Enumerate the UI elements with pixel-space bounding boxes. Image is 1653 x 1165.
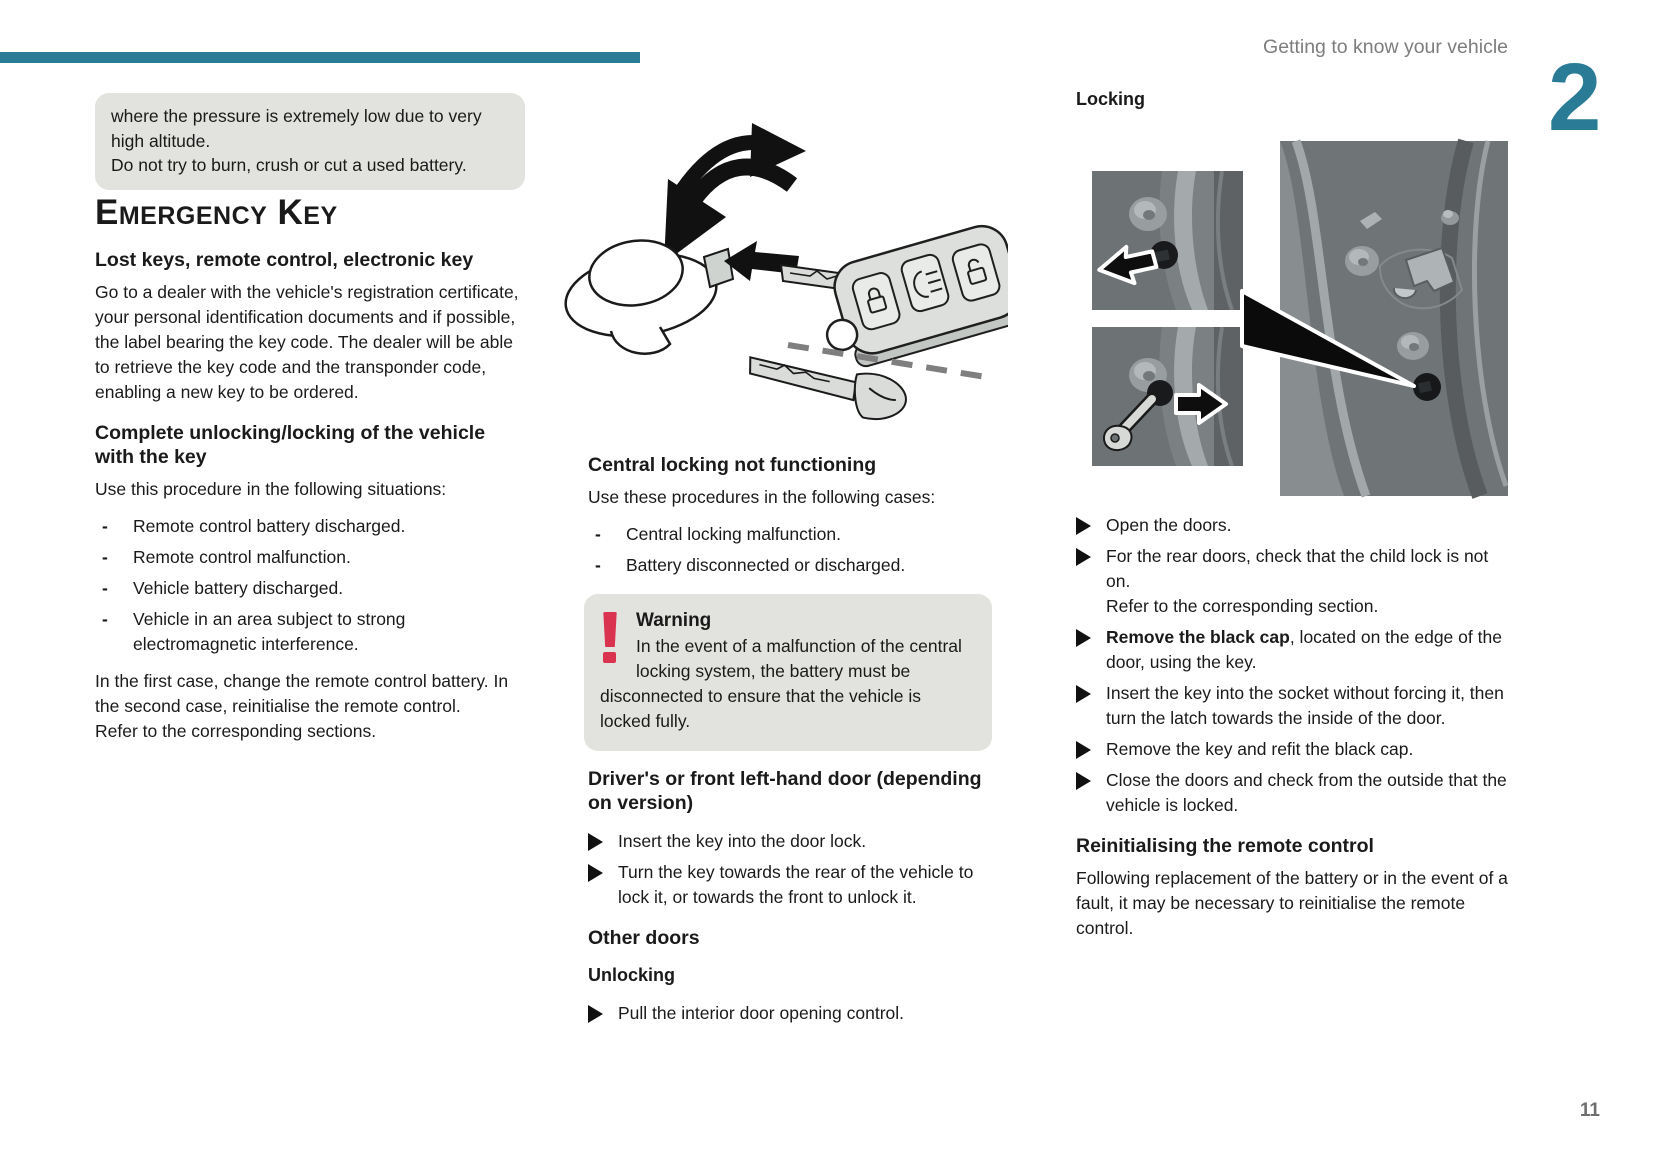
step-arrow-icon xyxy=(588,1005,603,1023)
step-item: Insert the key into the socket without forcing it, then turn the latch towards the inside of the door. xyxy=(1076,681,1509,731)
body-paragraph: Go to a dealer with the vehicle's registration certificate, your personal identification documents and if possible, the label bearing the key code. The dealer will be able to retrieve the key code and the transponder code, enabling a new key to be ordered. xyxy=(95,282,519,402)
door-edge-photo-cap-removal xyxy=(1092,171,1243,310)
dash-bullet-icon: - xyxy=(102,516,108,536)
step-text: For the rear doors, check that the child lock is not on. xyxy=(1106,546,1489,591)
door-edge-photo-key-inserted xyxy=(1092,327,1243,466)
warning-body: In the event of a malfunction of the central locking system, the battery must be disconnected to ensure that the vehicle is locked fully. xyxy=(600,636,962,731)
paragraph-line: Refer to the corresponding sections. xyxy=(95,721,377,741)
warning-box xyxy=(584,594,992,751)
step-item: Turn the key towards the rear of the vehicle to lock it, or towards the front to unlock it. xyxy=(588,860,996,910)
step-arrow-icon xyxy=(1076,741,1091,759)
emergency-key-illustration xyxy=(556,85,1008,433)
list-item: - Remote control malfunction. xyxy=(95,545,529,570)
list-item: - Battery disconnected or discharged. xyxy=(588,553,996,578)
dash-bullet-icon: - xyxy=(102,578,108,598)
page-number: 11 xyxy=(1579,1100,1600,1121)
paragraph-line: In the first case, change the remote control battery. In the second case, reinitialise the remote control. xyxy=(95,671,509,716)
step-arrow-icon xyxy=(1076,629,1091,647)
section-heading-central-locking: Central locking not functioning xyxy=(588,454,877,476)
driver-door-steps xyxy=(588,829,996,910)
lock-cap xyxy=(560,234,733,354)
step-item xyxy=(1076,625,1509,675)
step-item: Open the doors. xyxy=(1076,513,1509,538)
dash-bullet-icon: - xyxy=(102,609,108,629)
dash-bullet-icon: - xyxy=(102,547,108,567)
list-item: - Central locking malfunction. xyxy=(588,522,996,547)
list-item: - Vehicle battery discharged. xyxy=(95,576,529,601)
step-arrow-icon xyxy=(1076,685,1091,703)
note-line: where the pressure is extremely low due to very high altitude. xyxy=(111,106,482,151)
section-heading-complete-unlocking: Complete unlocking/locking of the vehicle with the key xyxy=(95,422,486,468)
unlocking-steps xyxy=(588,1001,996,1026)
accent-bar xyxy=(0,52,640,63)
dash-bullet-icon: - xyxy=(595,524,601,544)
section-heading-lost-keys: Lost keys, remote control, electronic key xyxy=(95,249,474,271)
step-arrow-icon xyxy=(1076,548,1091,566)
step-arrow-icon xyxy=(1076,517,1091,535)
body-paragraph xyxy=(95,669,529,744)
door-illustrations xyxy=(1076,119,1509,499)
step-item xyxy=(1076,544,1509,619)
step-text-line2: Refer to the corresponding section. xyxy=(1106,596,1379,616)
situations-list xyxy=(95,514,529,657)
body-paragraph: Following replacement of the battery or in the event of a fault, it may be necessary to reinitialise the remote control. xyxy=(1076,868,1508,938)
chapter-number: 2 xyxy=(1548,44,1599,151)
body-paragraph: Use this procedure in the following situations: xyxy=(95,479,447,499)
step-item: Remove the key and refit the black cap. xyxy=(1076,737,1509,762)
list-item: - Remote control battery discharged. xyxy=(95,514,529,539)
middle-text-block xyxy=(588,453,996,1026)
body-paragraph: Use these procedures in the following cases: xyxy=(588,487,936,507)
dash-bullet-icon: - xyxy=(595,555,601,575)
cases-list xyxy=(588,522,996,578)
middle-column xyxy=(556,85,1012,1038)
subsection-heading-locking: Locking xyxy=(1076,89,1146,109)
section-heading-reinitialising: Reinitialising the remote control xyxy=(1076,835,1374,857)
step-bold-text: Remove the black cap xyxy=(1106,627,1290,647)
warning-exclamation-icon xyxy=(602,612,619,664)
door-grommet xyxy=(1397,332,1429,360)
step-item: Insert the key into the door lock. xyxy=(588,829,996,854)
chapter-header-title: Getting to know your vehicle xyxy=(1263,36,1508,58)
rotate-arrows-icon xyxy=(664,123,806,263)
step-arrow-icon xyxy=(1076,772,1091,790)
section-heading-other-doors: Other doors xyxy=(588,927,700,949)
door-grommet xyxy=(1345,246,1379,276)
note-line: Do not try to burn, crush or cut a used battery. xyxy=(111,155,467,175)
step-item: Close the doors and check from the outside that the vehicle is locked. xyxy=(1076,768,1509,818)
door-grommet xyxy=(1129,197,1167,231)
page-title: Emergency Key xyxy=(95,193,338,232)
locking-steps xyxy=(1076,513,1509,818)
section-heading-driver-door: Driver's or front left-hand door (depending on version) xyxy=(588,768,982,814)
detached-key-blade xyxy=(744,357,909,424)
step-text: , located on the edge of the door, using the key. xyxy=(1106,627,1502,672)
note-box xyxy=(95,93,525,190)
warning-title: Warning xyxy=(636,610,712,631)
door-edge-photo-cap-location xyxy=(1280,141,1508,496)
right-column xyxy=(1076,88,1509,947)
subsection-heading-unlocking: Unlocking xyxy=(588,965,676,985)
left-column xyxy=(95,194,529,750)
step-arrow-icon xyxy=(588,833,603,851)
step-arrow-icon xyxy=(588,864,603,882)
step-item: Pull the interior door opening control. xyxy=(588,1001,996,1026)
list-item: - Vehicle in an area subject to strong electromagnetic interference. xyxy=(95,607,529,657)
